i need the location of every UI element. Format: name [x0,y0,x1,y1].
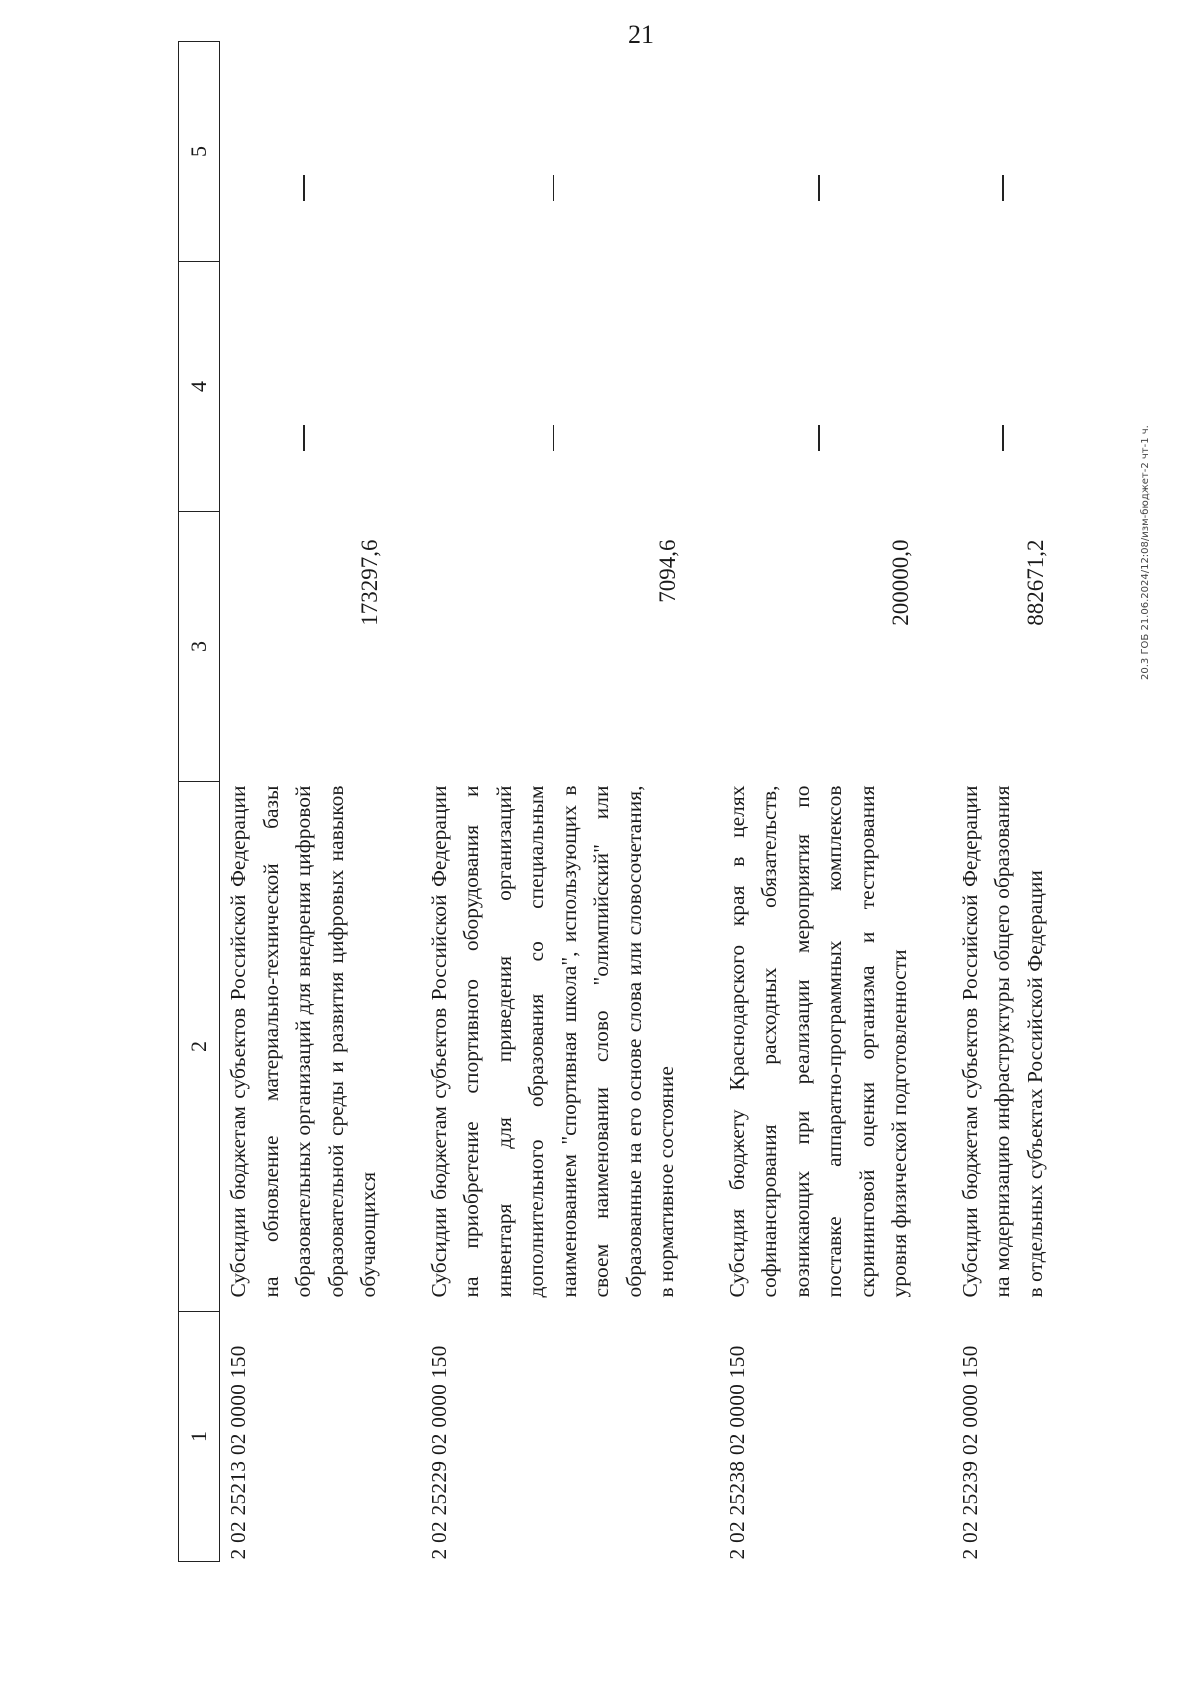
header-col-2: 2 [179,782,220,1312]
footer-text: 20.3 ГОБ 21.06.2024/12:08/изм-бюджет-2 чт-1 ч. [1140,425,1151,680]
dash-mark [1002,176,1004,202]
item-name: Субсидии бюджетам субъектов Российской Федерации на приобретение спортивного оборудования и инвентаря для приведения организаций дополнительного образования со специальным наименованием "спортивная школа", использующих в своем наименовании слово "олимпийский" или образованные на его основе слова или словосочетания, в нормативное состояние [426,785,678,1298]
dash-mark [303,426,305,452]
dash-mark [553,176,555,202]
dash-cell [719,262,952,512]
dash-cell [421,262,719,512]
header-col-4: 4 [179,262,220,512]
budget-table [178,41,1059,1562]
dash-mark [1002,426,1004,452]
dash-cell [220,42,421,262]
item-name: Субсидия бюджету Краснодарского края в целях софинансирования расходных обязательств, возникающих при реализации мероприятия по поставке аппаратно-программных комплексов скрининговой оценки организма и тестирования уровня физической подготовленности [724,785,911,1298]
header-col-1: 1 [179,1312,220,1562]
dash-cell [421,42,719,262]
amount-value: 173297,6 [356,539,382,626]
budget-table-rotated [178,42,1178,1562]
amount-value: 200000,0 [887,539,913,626]
header-col-3: 3 [179,512,220,782]
header-col-5: 5 [179,42,220,262]
budget-code: 2 02 25229 02 0000 150 [426,1345,451,1560]
page-number: 21 [628,20,654,49]
budget-code: 2 02 25239 02 0000 150 [957,1345,982,1560]
table-header-row [179,42,220,1562]
table-row [421,42,719,1562]
dash-mark [553,426,555,452]
dash-cell [952,42,1060,262]
document-footer [1140,240,1160,680]
item-name: Субсидии бюджетам субъектов Российской Федерации на обновление материально-технической базы образовательных организаций для внедрения цифровой образовательной среды и развития цифровых навыков обучающихся [226,785,380,1298]
dash-mark [818,176,820,202]
dash-mark [303,176,305,202]
dash-cell [952,262,1060,512]
budget-code: 2 02 25238 02 0000 150 [724,1345,749,1560]
dash-cell [719,42,952,262]
table-row [719,42,952,1562]
item-name: Субсидии бюджетам субъектов Российской Федерации на модернизацию инфраструктуры общего образования в отдельных субъектах Российской Федерации [957,785,1047,1298]
table-row [952,42,1060,1562]
dash-mark [818,426,820,452]
amount-value: 7094,6 [654,539,680,603]
amount-value: 882671,2 [1023,539,1048,626]
table-row [220,42,421,1562]
dash-cell [220,262,421,512]
budget-code: 2 02 25213 02 0000 150 [226,1345,250,1560]
